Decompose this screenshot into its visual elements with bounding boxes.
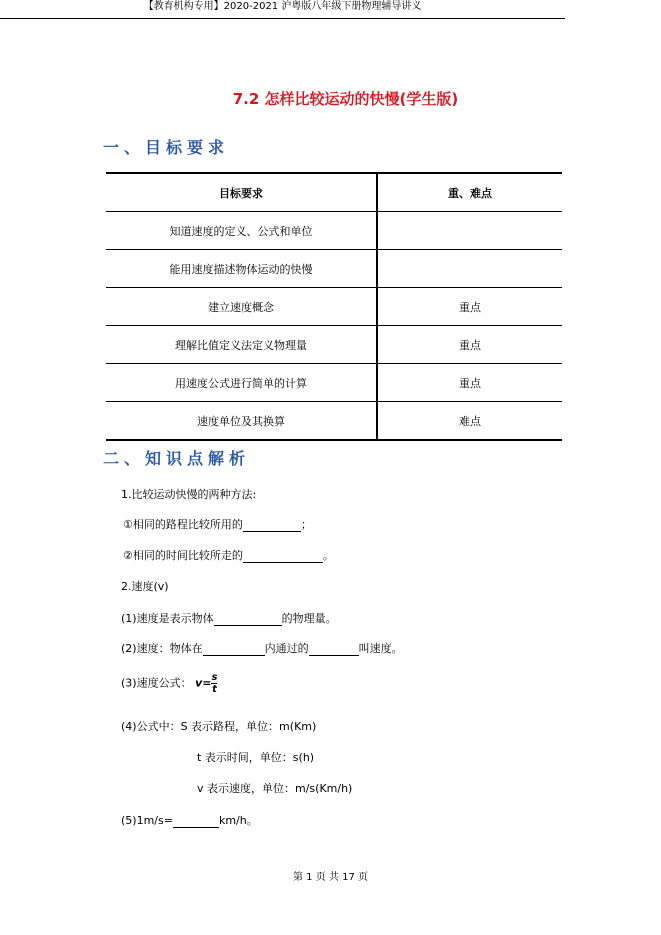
table-cell: 难点 (377, 402, 562, 441)
table-cell: 速度单位及其换算 (106, 402, 377, 441)
text: ； (300, 518, 312, 531)
page-title: 7.2 怎样比较运动的快慢(学生版) (232, 90, 459, 108)
header-divider (0, 18, 565, 19)
fill-blank (309, 642, 359, 656)
text: 内通过的 (264, 642, 309, 655)
table-cell: 知道速度的定义、公式和单位 (106, 212, 377, 250)
fill-blank (173, 814, 219, 828)
text-line (121, 812, 258, 828)
fill-blank (243, 549, 323, 563)
table-row (106, 364, 562, 402)
column-header: 重、难点 (377, 173, 562, 212)
text-line: v 表示速度，单位：m/s(Km/h) (197, 782, 353, 795)
table-cell (377, 250, 562, 288)
table-row (106, 402, 562, 441)
text: (3)速度公式： (121, 676, 192, 690)
text: ②相同的时间比较所走的 (123, 549, 243, 562)
numerator: s (211, 672, 218, 683)
text-line (123, 516, 312, 532)
fill-blank (203, 642, 265, 656)
table-cell: 用速度公式进行简单的计算 (106, 364, 377, 402)
text: (1)速度是表示物体 (121, 612, 214, 625)
text-line: (4)公式中：S 表示路程，单位：m(Km) (121, 720, 317, 733)
table-header-row (106, 173, 562, 212)
text: km/h。 (218, 814, 258, 827)
section-heading-knowledge: 二、知识点解析 (103, 449, 251, 468)
column-header: 目标要求 (106, 173, 377, 212)
formula-v: v (195, 676, 203, 690)
text: 的物理量。 (281, 612, 337, 625)
text: (5)1m/s= (121, 814, 173, 827)
page-number-footer: 第 1 页 共 17 页 (293, 872, 368, 883)
table-cell (377, 212, 562, 250)
text: 。 (322, 549, 334, 562)
fill-blank (243, 518, 301, 532)
fill-blank (214, 612, 282, 626)
table-cell: 重点 (377, 364, 562, 402)
running-header: 【教育机构专用】2020-2021 沪粤版八年级下册物理辅导讲义 (143, 1, 422, 12)
formula-fraction (211, 672, 217, 695)
text-line (123, 547, 334, 563)
table-cell: 重点 (377, 326, 562, 364)
table-row (106, 326, 562, 364)
table-cell: 重点 (377, 288, 562, 326)
table-cell: 理解比值定义法定义物理量 (106, 326, 377, 364)
text: (2)速度：物体在 (121, 642, 203, 655)
denominator: t (212, 684, 217, 695)
text-line (121, 610, 337, 626)
table-cell: 能用速度描述物体运动的快慢 (106, 250, 377, 288)
text: ①相同的路程比较所用的 (123, 518, 243, 531)
table-row (106, 250, 562, 288)
formula-equals: = (202, 676, 212, 690)
text-line: 1.比较运动快慢的两种方法: (121, 488, 257, 501)
table-row (106, 212, 562, 250)
section-heading-goals: 一、目标要求 (103, 138, 230, 157)
text-line: 2.速度(v) (121, 580, 169, 593)
table-row (106, 288, 562, 326)
text: 叫速度。 (358, 642, 403, 655)
goals-table (106, 172, 562, 441)
text-line (121, 640, 403, 656)
formula-line (121, 672, 217, 695)
text-line: t 表示时间，单位：s(h) (197, 751, 315, 764)
table-cell: 建立速度概念 (106, 288, 377, 326)
